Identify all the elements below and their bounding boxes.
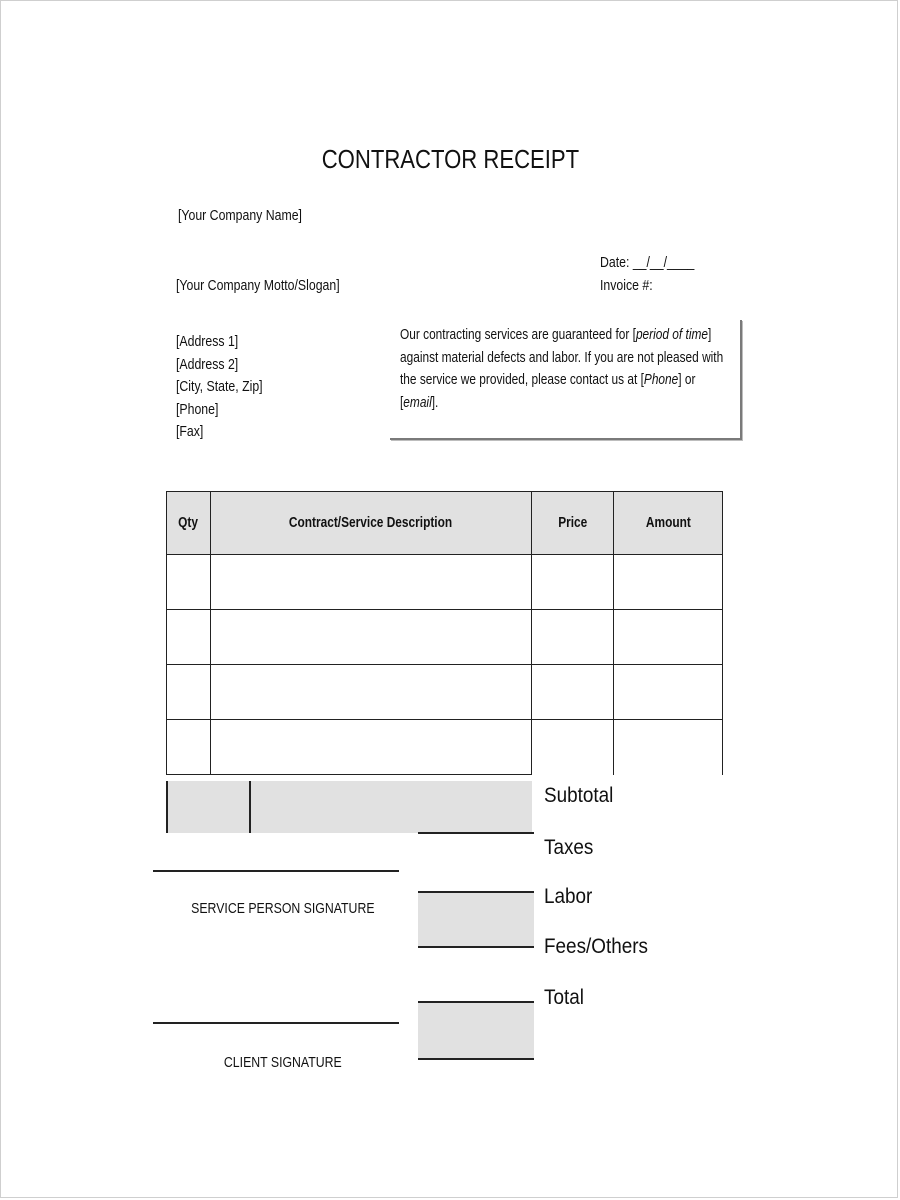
table-row [167,720,723,775]
taxes-line [418,891,534,893]
table-header-row [167,492,723,555]
table-row [167,610,723,665]
items-table [166,491,723,775]
city-state-zip: [City, State, Zip] [176,378,263,395]
company-name: [Your Company Name] [178,207,302,224]
labor-label: Labor [544,885,593,908]
qty-cell[interactable] [167,610,211,665]
taxes-label: Taxes [544,836,594,859]
amount-cell[interactable] [614,720,723,775]
header-amount: Amount [614,492,723,555]
description-cell[interactable] [211,555,532,610]
address-line-2: [Address 2] [176,355,239,373]
fees-label: Fees/Others [544,935,648,958]
service-signature-line[interactable] [153,870,399,872]
labor-line [418,946,534,948]
qty-cell[interactable] [167,555,211,610]
total-label: Total [544,986,584,1009]
company-fax: [Fax] [176,423,204,440]
qty-cell[interactable] [167,665,211,720]
band-divider [249,781,251,833]
price-cell[interactable] [532,610,614,665]
amount-cell[interactable] [614,555,723,610]
company-address [176,331,282,444]
document-title: CONTRACTOR RECEIPT [321,144,579,174]
date-field: Date: __/__/____ [600,254,695,271]
total-value-box[interactable] [418,1002,534,1059]
guarantee-email: email [403,394,432,411]
total-top-line [418,1001,534,1003]
address-line-1: [Address 1] [176,333,239,350]
guarantee-text: Our contracting services are guaranteed for [period of time] against material defects and labor. If you are not pleased with the service we provided, please contact us at [Phone] or [email]. [400,327,724,411]
client-signature-label: CLIENT SIGNATURE [224,1054,342,1071]
subtotal-label: Subtotal [544,784,614,807]
description-cell[interactable] [211,610,532,665]
header-description: Contract/Service Description [211,492,532,555]
amount-cell[interactable] [614,610,723,665]
company-motto: [Your Company Motto/Slogan] [176,277,340,294]
invoice-number: Invoice #: [600,277,653,294]
price-cell[interactable] [532,665,614,720]
subtotal-line [418,832,534,834]
client-signature-line[interactable] [153,1022,399,1024]
band-left-edge [166,781,168,833]
total-bottom-line [418,1058,534,1060]
labor-value-box[interactable] [418,892,534,947]
table-row [167,665,723,720]
description-cell[interactable] [211,720,532,775]
header-qty: Qty [167,492,211,555]
description-cell[interactable] [211,665,532,720]
header-price: Price [532,492,614,555]
grey-band [167,781,532,833]
service-signature-label: SERVICE PERSON SIGNATURE [191,900,375,917]
qty-cell[interactable] [167,720,211,775]
amount-cell[interactable] [614,665,723,720]
company-phone: [Phone] [176,400,219,418]
table-row [167,555,723,610]
price-cell[interactable] [532,555,614,610]
price-cell[interactable] [532,720,614,775]
guarantee-phone: Phone [643,372,679,388]
guarantee-period: period of time [635,327,708,343]
